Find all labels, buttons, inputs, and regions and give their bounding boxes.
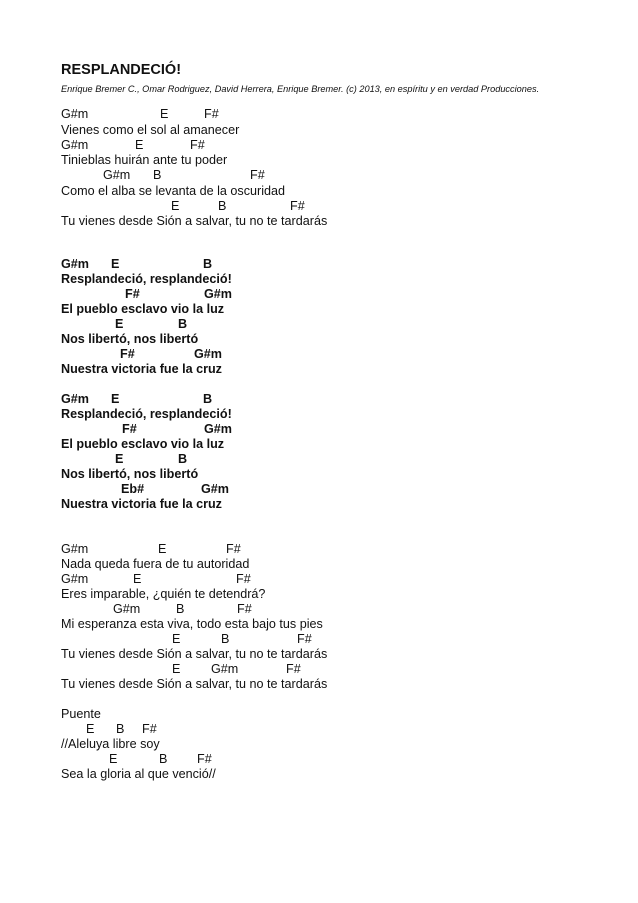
chord: F# — [204, 107, 219, 121]
chord-line — [61, 198, 621, 214]
chord: B — [178, 452, 188, 466]
lyric-line: Nuestra victoria fue la cruz — [61, 362, 222, 376]
lyric-line: Tinieblas huirán ante tu poder — [61, 153, 228, 167]
lyric-line: Eres imparable, ¿quién te detendrá? — [61, 587, 266, 601]
chord: E — [172, 632, 181, 646]
chord-line — [61, 661, 621, 677]
chord-line — [61, 541, 621, 557]
chord: B — [153, 168, 162, 182]
chord: F# — [286, 662, 301, 676]
lyric-line: Nada queda fuera de tu autoridad — [61, 557, 250, 571]
chord: F# — [290, 199, 305, 213]
chord-line — [61, 571, 621, 587]
lyric-line: Sea la gloria al que venció// — [61, 767, 216, 781]
chord: B — [218, 199, 227, 213]
chord-line — [61, 167, 621, 183]
chord: F# — [237, 602, 252, 616]
chord: E — [109, 752, 118, 766]
chord: B — [116, 722, 125, 736]
chord: F# — [142, 722, 157, 736]
chord-line — [61, 391, 621, 407]
chord-line — [61, 631, 621, 647]
chord: F# — [197, 752, 212, 766]
lyric-line: Mi esperanza esta viva, todo esta bajo tus pies — [61, 617, 323, 631]
chord: F# — [120, 347, 135, 361]
lyric-line: Como el alba se levanta de la oscuridad — [61, 184, 286, 198]
lyric-line: Nuestra victoria fue la cruz — [61, 497, 222, 511]
chord: B — [203, 392, 213, 406]
song-title: RESPLANDECIÓ! — [61, 62, 182, 78]
chord: F# — [250, 168, 265, 182]
chord: E — [111, 392, 120, 406]
lyric-line: Nos libertó, nos libertó — [61, 332, 199, 346]
chord: B — [176, 602, 185, 616]
chord-line — [61, 481, 621, 497]
chord: B — [203, 257, 213, 271]
chord: E — [115, 317, 124, 331]
chord: G#m — [194, 347, 222, 361]
chord-line — [61, 106, 621, 122]
chord: G#m — [204, 422, 232, 436]
lyric-line: //Aleluya libre soy — [61, 737, 160, 751]
chord-line — [61, 256, 621, 272]
chord: E — [172, 662, 181, 676]
chord: G#m — [204, 287, 232, 301]
chord: G#m — [61, 257, 89, 271]
chord-line — [61, 286, 621, 302]
chord: G#m — [61, 542, 89, 556]
chord: G#m — [201, 482, 229, 496]
chord: E — [111, 257, 120, 271]
chord-line — [61, 346, 621, 362]
chord: E — [158, 542, 167, 556]
chord: G#m — [211, 662, 239, 676]
chord: E — [115, 452, 124, 466]
chord: G#m — [61, 392, 89, 406]
chord-line — [61, 137, 621, 153]
chord: E — [135, 138, 144, 152]
chord: G#m — [103, 168, 131, 182]
chord-line — [61, 421, 621, 437]
chord: F# — [122, 422, 137, 436]
chord: F# — [226, 542, 241, 556]
chord: G#m — [61, 107, 89, 121]
chord-line — [61, 721, 621, 737]
lyric-line: Resplandeció, resplandeció! — [61, 407, 232, 421]
chord: B — [221, 632, 230, 646]
section-label: Puente — [61, 707, 101, 721]
chord-line — [61, 601, 621, 617]
lyric-line: Resplandeció, resplandeció! — [61, 272, 232, 286]
lyric-line: El pueblo esclavo vio la luz — [61, 437, 225, 451]
chord: E — [133, 572, 142, 586]
chord: E — [171, 199, 180, 213]
chord-line — [61, 451, 621, 467]
chord-line — [61, 316, 621, 332]
chord: B — [178, 317, 188, 331]
chord: F# — [125, 287, 140, 301]
lyric-line: Vienes como el sol al amanecer — [61, 123, 240, 137]
chord: G#m — [61, 138, 89, 152]
chord: Eb# — [121, 482, 145, 496]
chord: G#m — [113, 602, 141, 616]
lyric-line: Tu vienes desde Sión a salvar, tu no te tardarás — [61, 677, 328, 691]
chord-line — [61, 751, 621, 767]
chord: E — [160, 107, 169, 121]
chord: E — [86, 722, 95, 736]
lyric-line: Tu vienes desde Sión a salvar, tu no te tardarás — [61, 214, 328, 228]
song-credits: Enrique Bremer C., Omar Rodriguez, David Herrera, Enrique Bremer. (c) 2013, en espíritu y en verdad Producciones. — [61, 84, 540, 94]
chord: F# — [190, 138, 205, 152]
lyric-line: Nos libertó, nos libertó — [61, 467, 199, 481]
lyric-line: El pueblo esclavo vio la luz — [61, 302, 225, 316]
chord: F# — [236, 572, 251, 586]
chord: F# — [297, 632, 312, 646]
lyric-line: Tu vienes desde Sión a salvar, tu no te tardarás — [61, 647, 328, 661]
chord: G#m — [61, 572, 89, 586]
chord: B — [159, 752, 168, 766]
